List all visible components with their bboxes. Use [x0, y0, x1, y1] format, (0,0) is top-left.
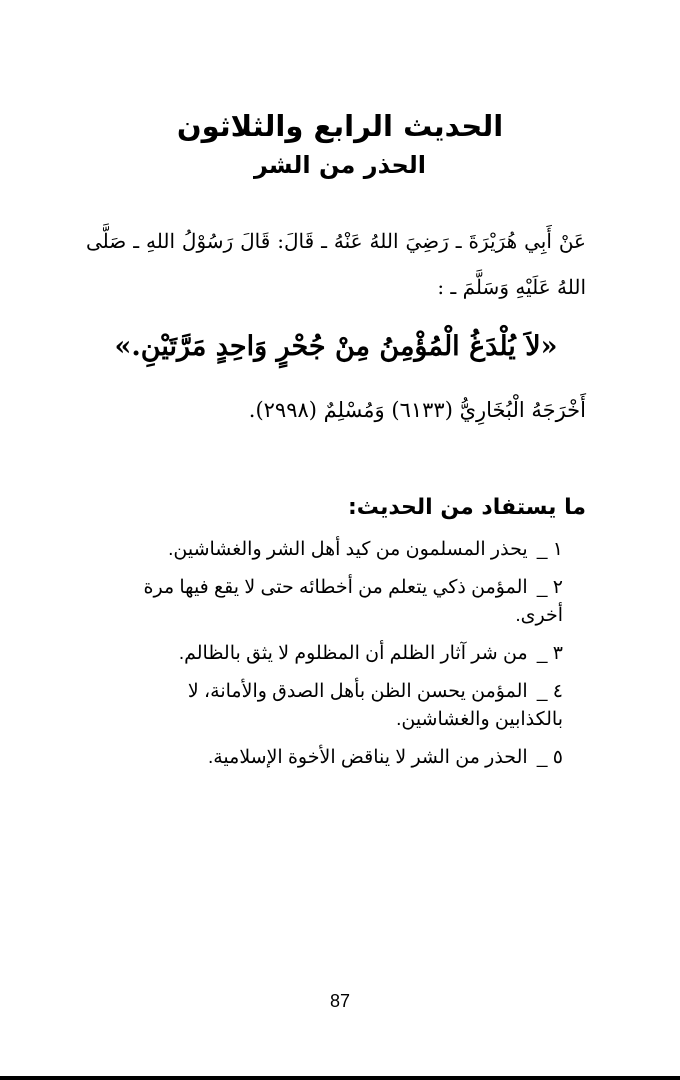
page-title: الحديث الرابع والثلاثون — [176, 109, 504, 143]
list-item-number: ٢ _ — [536, 577, 563, 598]
list-item — [116, 678, 563, 734]
hadith-text: «لاَ يُلْدَغُ الْمُؤْمِنُ مِنْ جُحْرٍ وَاحِدٍ مَرَّتَيْنِ.» — [114, 331, 558, 362]
list-item — [116, 536, 563, 564]
list-item-number: ٣ _ — [536, 643, 563, 664]
list-item — [116, 744, 563, 772]
list-item-text: من شر آثار الظلم أن المظلوم لا يثق بالظالم. — [178, 643, 528, 664]
list-item-text: الحذر من الشر لا يناقض الأخوة الإسلامية. — [207, 747, 528, 768]
list-item — [116, 574, 563, 630]
list-item-number: ٤ _ — [536, 681, 563, 702]
hadith-reference: أَخْرَجَهُ الْبُخَارِيُّ (٦١٣٣) وَمُسْلِمٌ (٢٩٩٨). — [248, 398, 586, 422]
list-item-number: ١ _ — [536, 539, 563, 560]
list-item-text: يحذر المسلمون من كيد أهل الشر والغشاشين. — [168, 539, 528, 560]
bottom-divider — [0, 1076, 680, 1080]
list-item-text: المؤمن يحسن الظن بأهل الصدق والأمانة، لا بالكذابين والغشاشين. — [187, 681, 563, 730]
page-number: 87 — [329, 991, 351, 1011]
hadith-narration: عَنْ أَبِي هُرَيْرَةَ ـ رَضِيَ اللهُ عَنْهُ ـ قَالَ: قَالَ رَسُوْلُ اللهِ ـ صَلَّى اللهُ عَلَيْهِ وَسَلَّمَ ـ : — [86, 229, 586, 299]
page-subtitle: الحذر من الشر — [254, 151, 426, 179]
benefits-list — [116, 536, 563, 782]
list-item-number: ٥ _ — [536, 747, 563, 768]
list-item — [116, 640, 563, 668]
list-item-text: المؤمن ذكي يتعلم من أخطائه حتى لا يقع فيها مرة أخرى. — [143, 577, 563, 626]
benefits-heading: ما يستفاد من الحديث: — [347, 495, 586, 520]
